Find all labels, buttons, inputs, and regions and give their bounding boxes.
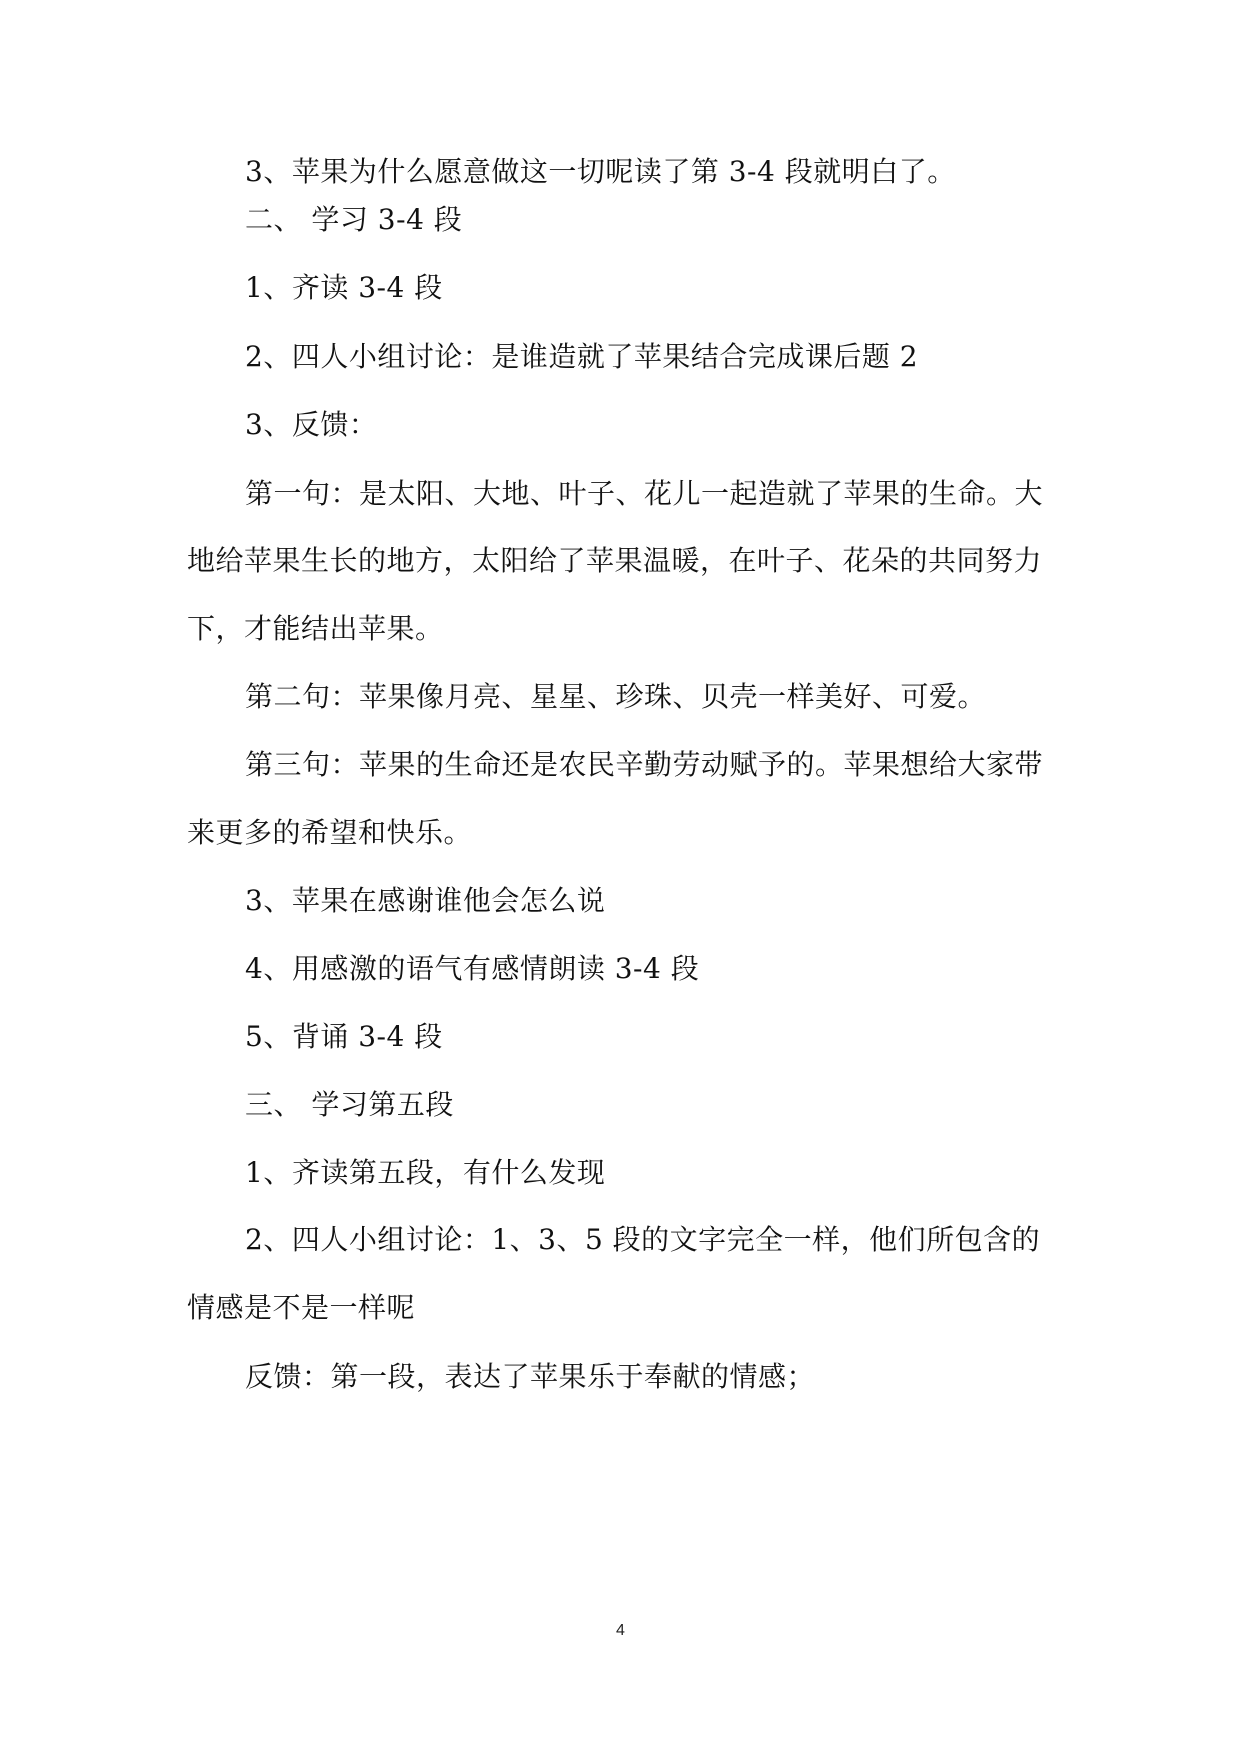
page-number: 4 bbox=[616, 1622, 625, 1639]
text-line: 4、用感激的语气有感情朗读 3-4 段 bbox=[245, 952, 700, 985]
section-heading: 二、 学习 3-4 段 bbox=[245, 203, 463, 236]
section-heading: 三、 学习第五段 bbox=[245, 1088, 454, 1121]
text-line: 5、背诵 3-4 段 bbox=[245, 1020, 443, 1053]
text-line: 第二句：苹果像月亮、星星、珍珠、贝壳一样美好、可爱。 bbox=[245, 680, 987, 713]
text-line: 来更多的希望和快乐。 bbox=[187, 816, 473, 849]
text-line: 情感是不是一样呢 bbox=[187, 1291, 416, 1324]
text-line: 2、四人小组讨论：1、3、5 段的文字完全一样，他们所包含的 bbox=[245, 1223, 1041, 1256]
text-line: 第三句：苹果的生命还是农民辛勤劳动赋予的。苹果想给大家带 bbox=[245, 748, 1044, 781]
text-line: 3、苹果在感谢谁他会怎么说 bbox=[245, 884, 606, 917]
text-line: 反馈：第一段，表达了苹果乐于奉献的情感； bbox=[245, 1360, 816, 1393]
text-line: 2、四人小组讨论：是谁造就了苹果结合完成课后题 2 bbox=[245, 340, 919, 373]
text-line: 第一句：是太阳、大地、叶子、花儿一起造就了苹果的生命。大 bbox=[245, 477, 1044, 510]
text-line: 地给苹果生长的地方，太阳给了苹果温暖，在叶子、花朵的共同努力 bbox=[187, 544, 1043, 577]
text-line: 3、反馈： bbox=[245, 408, 378, 441]
text-line: 3、苹果为什么愿意做这一切呢读了第 3-4 段就明白了。 bbox=[245, 155, 956, 188]
text-line: 1、齐读第五段，有什么发现 bbox=[245, 1156, 606, 1189]
text-line: 1、齐读 3-4 段 bbox=[245, 271, 443, 304]
text-line: 下，才能结出苹果。 bbox=[187, 612, 444, 645]
